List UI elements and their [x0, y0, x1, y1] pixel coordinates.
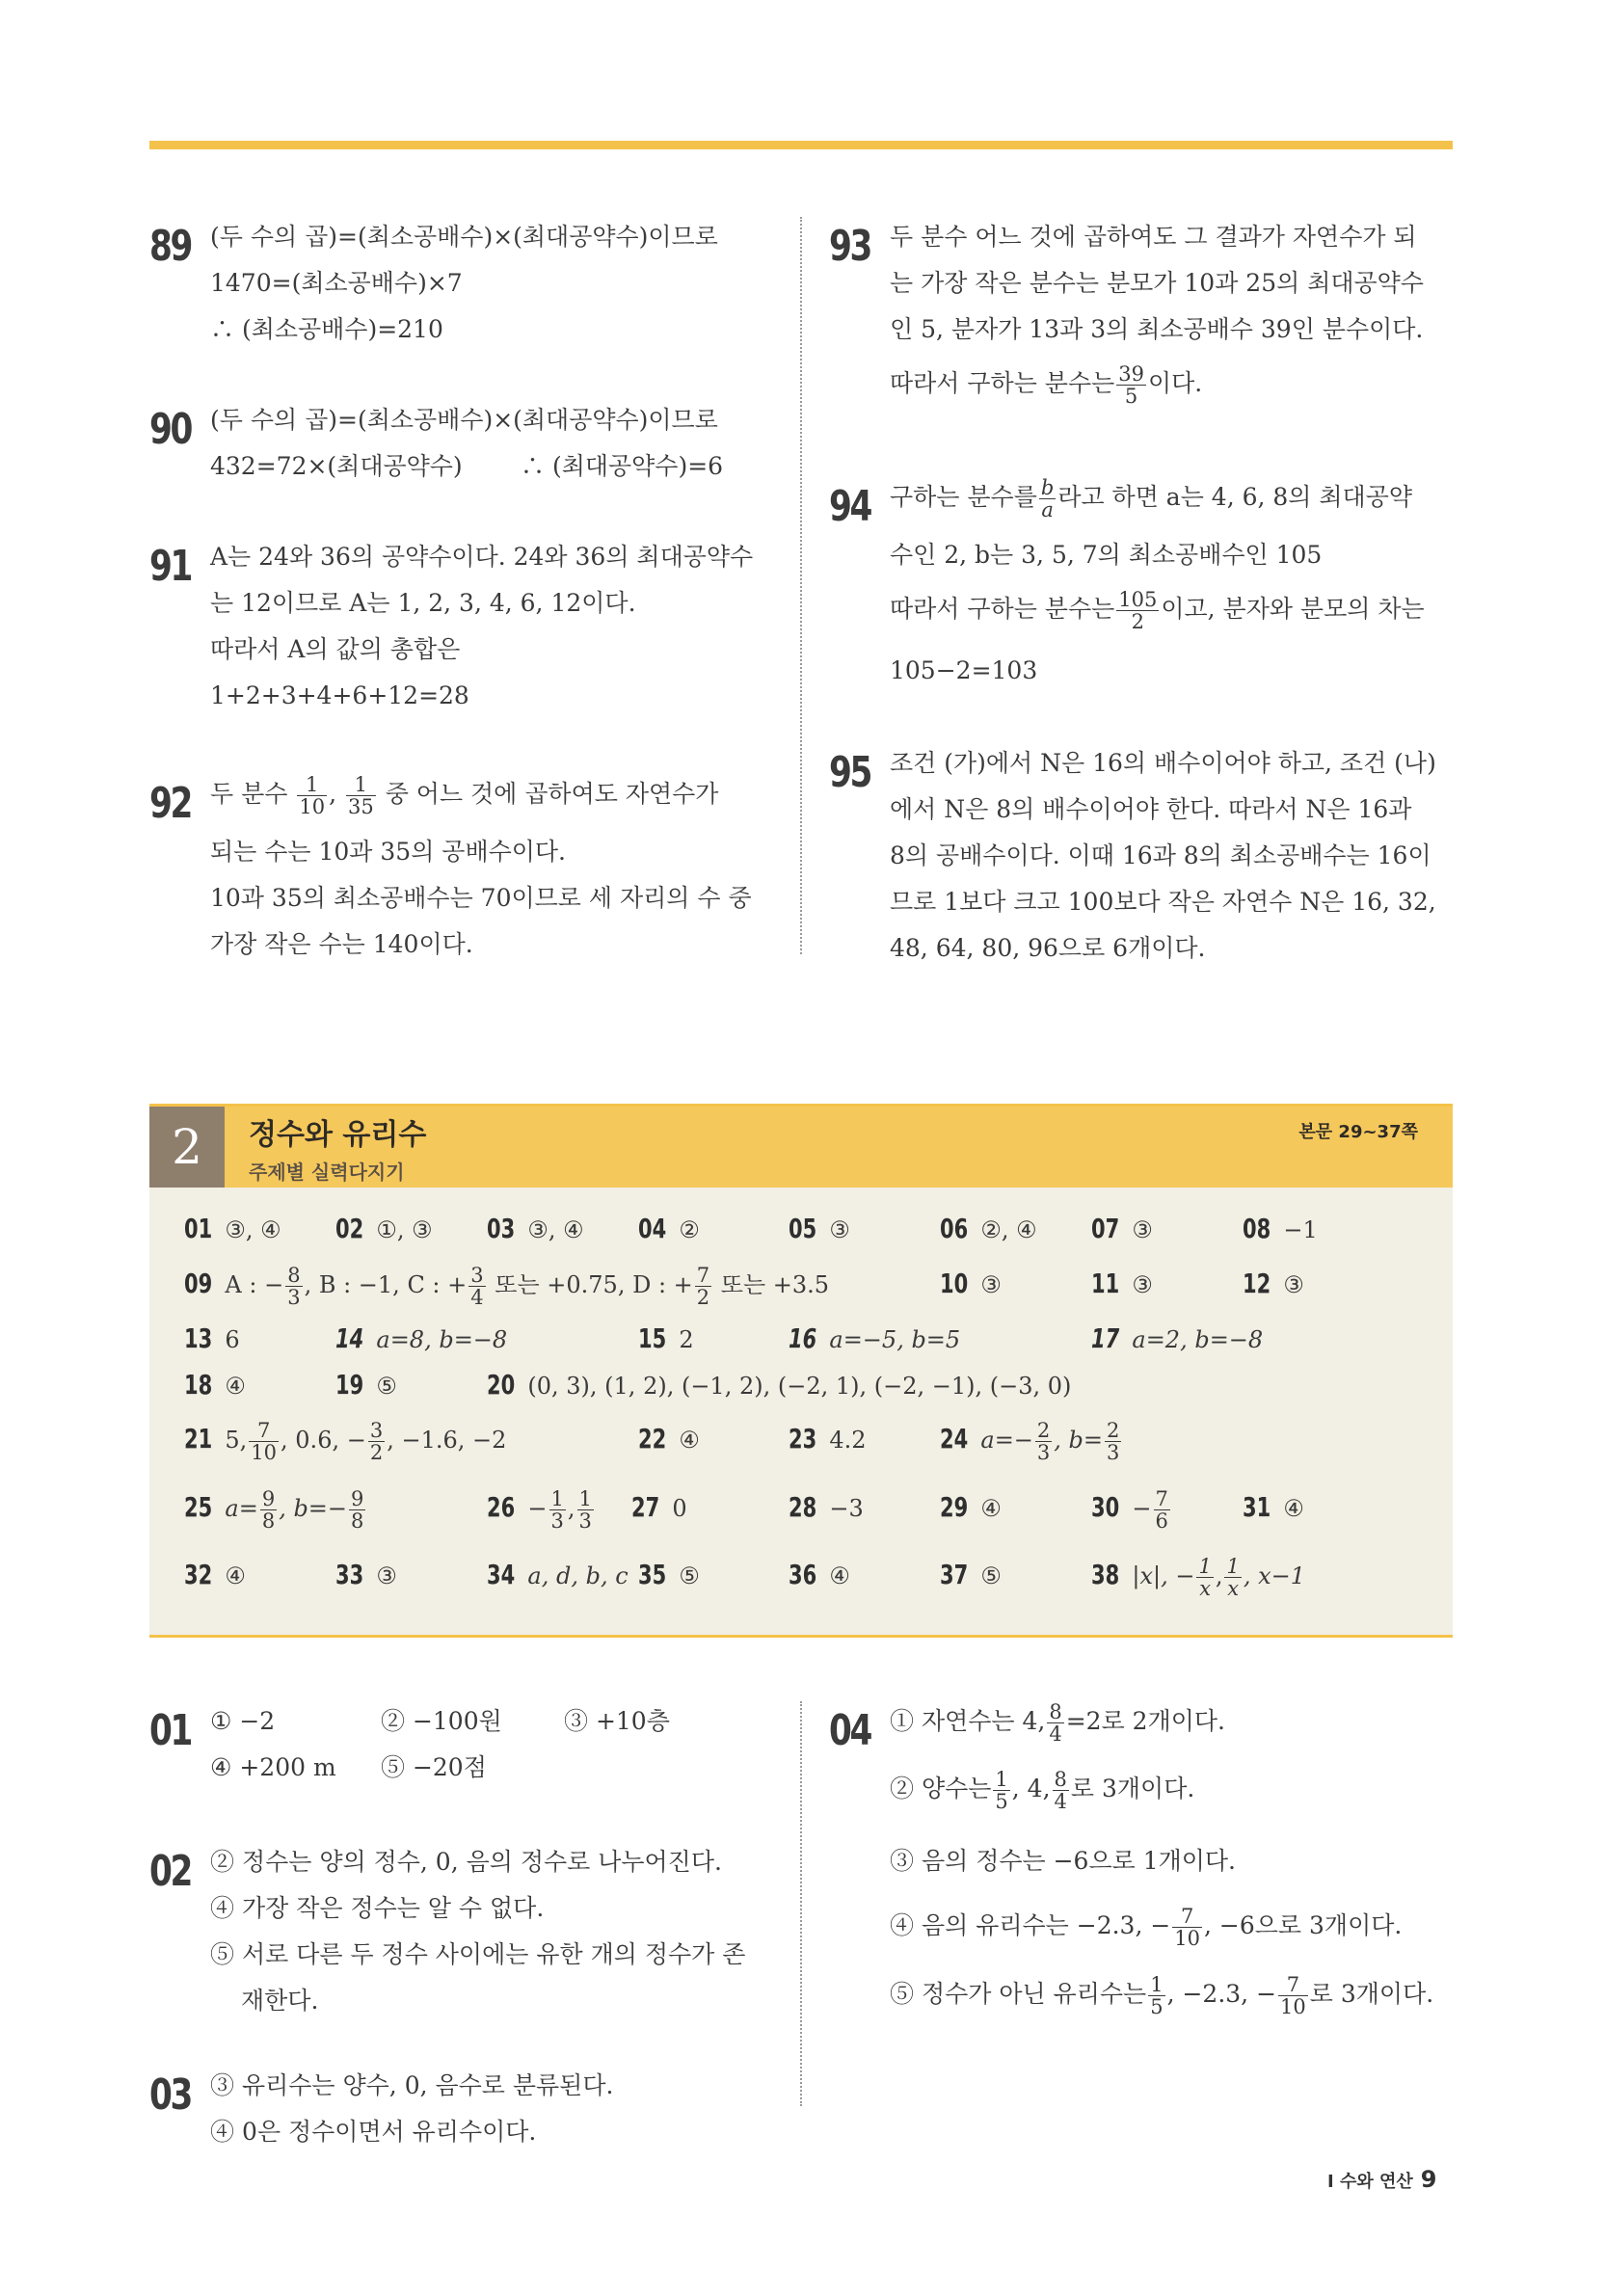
problem-number: 01: [149, 1706, 192, 1755]
answer-value: ③: [980, 1271, 1002, 1298]
answer-26: [487, 1480, 596, 1536]
answer-text: a=: [225, 1495, 258, 1522]
answer-31: [1243, 1488, 1304, 1528]
line: 수인 2, b는 3, 5, 7의 최소공배수인 105: [890, 541, 1323, 569]
answer-24: [940, 1411, 1123, 1468]
answer-29: [940, 1488, 1002, 1528]
answer-text: , x−1: [1243, 1562, 1306, 1589]
answer-value: ④: [829, 1562, 850, 1589]
answer-17: [1091, 1320, 1263, 1359]
line: 432=72×(최대공약수): [210, 452, 463, 480]
answer-text: |x|, −: [1132, 1562, 1195, 1589]
fraction: [577, 1488, 594, 1532]
answer-05: [789, 1210, 850, 1249]
line: ∴ (최대공약수)=6: [521, 452, 724, 480]
answer-text: 또는 +3.5: [720, 1271, 830, 1298]
answer-value: 4.2: [829, 1427, 867, 1454]
answer-value: ②: [679, 1216, 700, 1243]
answer-28: [789, 1488, 864, 1528]
numerator: 2: [1036, 1419, 1051, 1442]
line: 48, 64, 80, 96으로 6개이다.: [890, 934, 1206, 962]
problem-number: 95: [829, 748, 871, 797]
answer-01: [184, 1210, 281, 1249]
answer-19: [335, 1366, 397, 1405]
text: 이고, 분자와 분모의 차는: [1161, 595, 1425, 623]
line: [890, 1692, 1225, 1751]
fraction: [1116, 589, 1159, 632]
answer-20: [487, 1366, 1071, 1405]
answer-value: ④: [980, 1495, 1002, 1522]
column-divider: [800, 1701, 802, 2106]
text: ① 자연수는 4,: [890, 1707, 1046, 1735]
answer-number: 19: [335, 1369, 364, 1401]
answer-text: a=−: [980, 1427, 1033, 1454]
line: 가장 작은 수는 140이다.: [210, 930, 473, 958]
answer-number: 17: [1091, 1322, 1120, 1354]
answer-number: 16: [789, 1322, 817, 1354]
answer-34: [487, 1556, 629, 1595]
page-number: 9: [1420, 2166, 1437, 2193]
line: 므로 1보다 크고 100보다 작은 자연수 N은 16, 32,: [890, 888, 1436, 916]
numerator: 1: [995, 1768, 1008, 1791]
line: 따라서 A의 값의 총합은: [210, 635, 461, 663]
section-subtitle: 주제별 실력다지기: [249, 1161, 405, 1184]
answer-value: 0: [672, 1495, 687, 1522]
numerator: 1: [346, 774, 376, 796]
line: [890, 355, 1202, 413]
problem-number: 02: [149, 1847, 192, 1896]
answer-36: [789, 1556, 850, 1595]
answer-14: [335, 1320, 507, 1359]
answer-16: [789, 1320, 960, 1359]
text: 두 분수: [210, 780, 288, 808]
answer-08: [1243, 1210, 1318, 1249]
line: 두 분수 어느 것에 곱하여도 그 결과가 자연수가 되: [890, 223, 1417, 251]
problem-number: 92: [149, 779, 192, 828]
text: 따라서 구하는 분수는: [890, 595, 1115, 623]
denominator: 3: [1036, 1441, 1051, 1464]
denominator: a: [1041, 498, 1054, 521]
denominator: 2: [369, 1441, 384, 1464]
denominator: 5: [995, 1790, 1008, 1813]
denominator: 4: [1049, 1722, 1062, 1746]
numerator: 8: [1054, 1768, 1067, 1791]
answer-number: 07: [1091, 1213, 1120, 1244]
numerator: 1: [578, 1487, 592, 1510]
numerator: 3: [470, 1264, 484, 1287]
denominator: 3: [1107, 1441, 1120, 1464]
answer-21: [184, 1411, 506, 1468]
numerator: 7: [696, 1264, 710, 1287]
answer-number: 33: [335, 1559, 364, 1590]
fraction: [1278, 1974, 1308, 2017]
answer-number: 04: [638, 1213, 667, 1244]
answer-number: 37: [940, 1559, 969, 1590]
denominator: 4: [1054, 1790, 1067, 1813]
denominator: 6: [1155, 1509, 1168, 1533]
choice: ③ +10층: [564, 1707, 670, 1735]
choice: ② −100원: [381, 1707, 502, 1735]
text: 로 3개이다.: [1309, 1980, 1434, 2008]
answer-value: ④: [225, 1562, 246, 1589]
line: (두 수의 곱)=(최소공배수)×(최대공약수)이므로: [210, 223, 718, 251]
answer-number: 26: [487, 1491, 516, 1523]
answer-37: [940, 1556, 1002, 1595]
fraction: [1105, 1420, 1121, 1463]
fraction: [695, 1265, 711, 1308]
line: ④ 가장 작은 정수는 알 수 없다.: [210, 1894, 545, 1922]
denominator: 5: [1150, 1995, 1164, 2018]
fraction: [260, 1488, 277, 1532]
answer-text: , b=: [1054, 1427, 1104, 1454]
answer-35: [638, 1556, 700, 1595]
answer-value: ③: [829, 1216, 850, 1243]
choice: ⑤ −20점: [381, 1753, 487, 1781]
line: A는 24와 36의 공약수이다. 24와 36의 최대공약수: [210, 543, 754, 571]
fraction: [1172, 1906, 1202, 1949]
answer-number: 05: [789, 1213, 817, 1244]
fraction: [346, 774, 376, 817]
answer-number: 28: [789, 1491, 817, 1523]
answer-text: , −1.6, −2: [387, 1427, 507, 1454]
column-divider: [800, 217, 802, 954]
answer-text: −: [1132, 1495, 1152, 1522]
line: ② 정수는 양의 정수, 0, 음의 정수로 나누어진다.: [210, 1848, 722, 1876]
line: 10과 35의 최소공배수는 70이므로 세 자리의 수 중: [210, 884, 752, 912]
denominator: 35: [348, 795, 374, 818]
answer-number: 18: [184, 1369, 213, 1401]
answer-text: −: [527, 1495, 548, 1522]
line: ⑤ 서로 다른 두 정수 사이에는 유한 개의 정수가 존: [210, 1940, 746, 1968]
line: 는 가장 작은 분수는 분모가 10과 25의 최대공약수: [890, 269, 1424, 297]
answer-text: 5,: [225, 1427, 248, 1454]
answer-number: 29: [940, 1491, 969, 1523]
line: 는 12이므로 A는 1, 2, 3, 4, 6, 12이다.: [210, 589, 636, 617]
fraction: [297, 774, 327, 817]
fraction: [349, 1488, 365, 1532]
answer-value: ⑤: [980, 1562, 1002, 1589]
page-footer: [1327, 2166, 1437, 2193]
text: 중 어느 것에 곱하여도 자연수가: [385, 780, 719, 808]
numerator: 9: [261, 1487, 276, 1510]
answer-number: 09: [184, 1268, 213, 1299]
problem-number: 94: [829, 482, 871, 531]
answer-04: [638, 1210, 700, 1249]
denominator: 5: [1124, 385, 1138, 408]
answer-number: 10: [940, 1268, 969, 1299]
line: [890, 1759, 1194, 1819]
numerator: 8: [1049, 1700, 1062, 1723]
fraction: [1053, 1769, 1069, 1812]
line: 두 분수 $\frac{1}{10}$ , $\frac{1}{35}$ 중 어느 것에 곱하여도 자연수가: [210, 773, 719, 818]
answer-23: [789, 1420, 867, 1459]
answer-02: [335, 1210, 433, 1249]
answer-number: 11: [1091, 1268, 1120, 1299]
answer-value: ③: [1132, 1216, 1153, 1243]
denominator: 8: [351, 1509, 364, 1533]
denominator: 3: [578, 1509, 592, 1533]
numerator: 7: [1172, 1906, 1202, 1928]
line: [890, 1964, 1433, 2024]
answer-text: ,: [1215, 1562, 1223, 1589]
choice: ④ +200 m: [210, 1753, 336, 1781]
fraction: [1035, 1420, 1052, 1463]
problem-number: 89: [149, 222, 192, 271]
section-number: 2: [149, 1107, 225, 1188]
answer-value: ②, ④: [980, 1216, 1037, 1243]
answer-number: 35: [638, 1559, 667, 1590]
line: 105−2=103: [890, 656, 1038, 684]
numerator: 39: [1118, 362, 1144, 386]
fraction: [1039, 477, 1056, 521]
answer-text: , b=−: [279, 1495, 348, 1522]
page-reference: 본문 29~37쪽: [1298, 1122, 1418, 1142]
line: [890, 1896, 1402, 1956]
numerator: 9: [351, 1487, 364, 1510]
answer-value: a=−5, b=5: [829, 1326, 961, 1353]
denominator: 10: [1174, 1927, 1201, 1950]
denominator: 4: [470, 1286, 484, 1309]
answer-value: ③, ④: [527, 1216, 584, 1243]
line: 1+2+3+4+6+12=28: [210, 681, 469, 709]
answer-number: 27: [631, 1491, 660, 1523]
answer-value: ①, ③: [376, 1216, 433, 1243]
numerator: 1: [1226, 1555, 1240, 1578]
fraction: [1047, 1701, 1063, 1745]
text: ② 양수는: [890, 1775, 992, 1802]
answer-number: 30: [1091, 1491, 1120, 1523]
answer-25: [184, 1480, 367, 1536]
numerator: 1: [1198, 1555, 1212, 1578]
text: 로 3개이다.: [1070, 1775, 1195, 1802]
line: ④ 0은 정수이면서 유리수이다.: [210, 2118, 537, 2146]
answer-value: ③: [1283, 1271, 1304, 1298]
line: 8의 공배수이다. 이때 16과 8의 최소공배수는 16이: [890, 841, 1431, 869]
answer-number: 25: [184, 1491, 213, 1523]
answer-11: [1091, 1265, 1153, 1304]
answer-number: 34: [487, 1559, 516, 1590]
answer-09: [184, 1256, 829, 1313]
top-rule: [149, 141, 1453, 149]
answer-value: a, d, b, c: [527, 1562, 629, 1589]
line: [890, 468, 1412, 526]
fraction: [549, 1488, 566, 1532]
answer-value: ④: [225, 1373, 246, 1400]
line: 에서 N은 8의 배수이어야 한다. 따라서 N은 16과: [890, 795, 1412, 823]
line: 되는 수는 10과 35의 공배수이다.: [210, 838, 567, 866]
answer-15: [638, 1320, 694, 1359]
problem-number: 91: [149, 542, 192, 591]
answer-27: [631, 1488, 687, 1528]
answer-13: [184, 1320, 240, 1359]
numerator: 1: [1150, 1973, 1164, 1996]
text: ⑤ 정수가 아닌 유리수는: [890, 1980, 1147, 2008]
line: ③ 유리수는 양수, 0, 음수로 분류된다.: [210, 2071, 614, 2099]
answer-number: 03: [487, 1213, 516, 1244]
line: ③ 음의 정수는 −6으로 1개이다.: [890, 1847, 1236, 1875]
answer-value: (0, 3), (1, 2), (−1, 2), (−2, 1), (−2, −1), (−3, 0): [527, 1373, 1072, 1400]
problem-number: 03: [149, 2070, 192, 2120]
answer-33: [335, 1556, 397, 1595]
answer-number: 14: [335, 1322, 364, 1354]
answer-number: 32: [184, 1559, 213, 1590]
numerator: 2: [1107, 1419, 1120, 1442]
line: ∴ (최소공배수)=210: [210, 315, 443, 343]
answer-value: 2: [679, 1326, 694, 1353]
text: , −2.3, −: [1166, 1980, 1277, 2008]
answer-value: ③: [376, 1562, 397, 1589]
answer-number: 06: [940, 1213, 969, 1244]
answer-number: 15: [638, 1322, 667, 1354]
answer-text: 또는 +0.75, D : +: [495, 1271, 693, 1298]
text: =2로 2개이다.: [1065, 1707, 1225, 1735]
answer-number: 01: [184, 1213, 213, 1244]
fraction: [249, 1420, 279, 1463]
answer-30: [1091, 1480, 1172, 1536]
answer-number: 21: [184, 1423, 213, 1455]
denominator: 8: [261, 1509, 276, 1533]
text: , 4,: [1011, 1775, 1051, 1802]
numerator: 1: [297, 774, 327, 796]
answer-number: 22: [638, 1423, 667, 1455]
text: 라고 하면 a는 4, 6, 8의 최대공약: [1057, 483, 1413, 511]
fraction: [468, 1265, 485, 1308]
denominator: x: [1227, 1577, 1240, 1600]
answer-value: ⑤: [679, 1562, 700, 1589]
answer-06: [940, 1210, 1037, 1249]
denominator: 3: [550, 1509, 564, 1533]
line: 조건 (가)에서 N은 16의 배수이어야 하고, 조건 (나): [890, 749, 1436, 777]
answer-22: [638, 1420, 700, 1459]
fraction: [1116, 363, 1146, 407]
answer-value: ③, ④: [225, 1216, 281, 1243]
answer-number: 24: [940, 1423, 969, 1455]
problem-number: 93: [829, 222, 871, 271]
line: 1470=(최소공배수)×7: [210, 269, 463, 297]
fraction: [285, 1265, 302, 1308]
line: (두 수의 곱)=(최소공배수)×(최대공약수)이므로: [210, 406, 718, 434]
fraction: [1148, 1974, 1164, 2017]
answer-number: 23: [789, 1423, 817, 1455]
fraction: [368, 1420, 385, 1463]
problem-number: 04: [829, 1706, 871, 1755]
answer-38: [1091, 1547, 1305, 1604]
fraction: [993, 1769, 1009, 1812]
answer-text: , B : −1, C : +: [304, 1271, 468, 1298]
answer-number: 20: [487, 1369, 516, 1401]
text: 따라서 구하는 분수는: [890, 369, 1115, 397]
answer-value: a=8, b=−8: [376, 1326, 508, 1353]
text: 구하는 분수를: [890, 483, 1037, 511]
answer-text: A : −: [225, 1271, 284, 1298]
problem-number: 90: [149, 405, 192, 454]
answer-value: ③: [1132, 1271, 1153, 1298]
answer-number: 12: [1243, 1268, 1271, 1299]
text: 이다.: [1147, 369, 1203, 397]
answer-value: ④: [1283, 1495, 1304, 1522]
denominator: 10: [1280, 1995, 1306, 2018]
section-title: 정수와 유리수: [249, 1118, 427, 1152]
answer-value: −3: [829, 1495, 864, 1522]
denominator: 10: [299, 795, 326, 818]
denominator: 10: [251, 1441, 278, 1464]
answer-value: ⑤: [376, 1373, 397, 1400]
numerator: 7: [1155, 1487, 1168, 1510]
numerator: 7: [249, 1420, 279, 1442]
line: 재한다.: [241, 1987, 319, 2015]
line: [890, 580, 1425, 638]
answer-value: a=2, b=−8: [1132, 1326, 1264, 1353]
answer-number: 38: [1091, 1559, 1120, 1590]
chapter-label: Ⅰ 수와 연산: [1327, 2172, 1413, 2192]
answer-32: [184, 1556, 246, 1595]
answer-value: ④: [679, 1427, 700, 1454]
numerator: b: [1040, 476, 1055, 499]
answer-number: 36: [789, 1559, 817, 1590]
text: , −6으로 3개이다.: [1204, 1911, 1403, 1939]
answer-section: [149, 1104, 1453, 1638]
fraction: [1154, 1488, 1170, 1532]
answer-value: 6: [225, 1326, 240, 1353]
answer-number: 13: [184, 1322, 213, 1354]
answer-text: ,: [567, 1495, 575, 1522]
answer-18: [184, 1366, 246, 1405]
answer-07: [1091, 1210, 1153, 1249]
denominator: 2: [1131, 610, 1144, 633]
fraction: [1224, 1556, 1241, 1599]
denominator: x: [1199, 1577, 1212, 1600]
answer-text: , 0.6, −: [281, 1427, 366, 1454]
answer-12: [1243, 1265, 1304, 1304]
line: 인 5, 분자가 13과 3의 최소공배수 39인 분수이다.: [890, 315, 1424, 343]
answer-number: 31: [1243, 1491, 1271, 1523]
numerator: 7: [1278, 1974, 1308, 1996]
fraction: [1196, 1556, 1213, 1599]
answer-number: 02: [335, 1213, 364, 1244]
numerator: 105: [1118, 588, 1158, 611]
numerator: 1: [550, 1487, 564, 1510]
text: ④ 음의 유리수는 −2.3, −: [890, 1911, 1171, 1939]
numerator: 3: [369, 1419, 384, 1442]
denominator: 2: [696, 1286, 710, 1309]
answer-value: −1: [1283, 1216, 1318, 1243]
numerator: 8: [287, 1264, 301, 1287]
answer-10: [940, 1265, 1002, 1304]
denominator: 3: [287, 1286, 301, 1309]
answer-03: [487, 1210, 584, 1249]
answer-number: 08: [1243, 1213, 1271, 1244]
choice: ① −2: [210, 1707, 276, 1735]
